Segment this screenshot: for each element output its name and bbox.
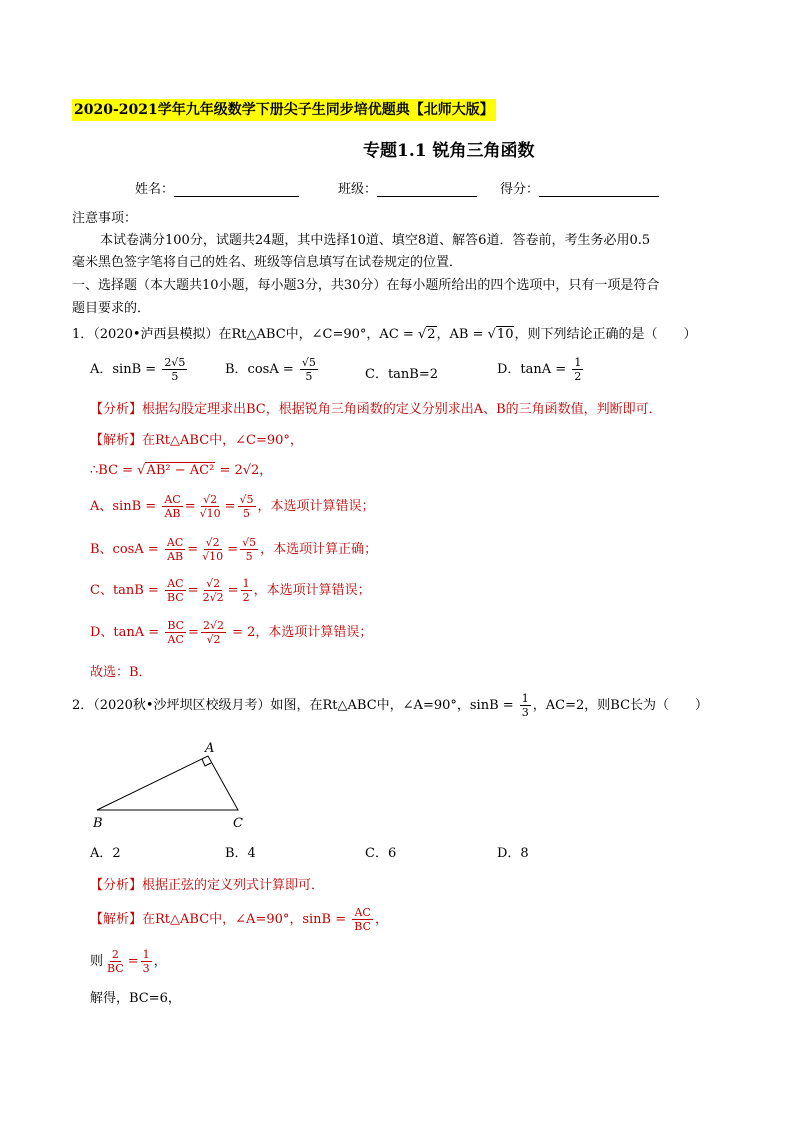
row-post: = 2，本选项计算错误； — [227, 625, 373, 640]
q1-step-1-c: = 2√2， — [215, 463, 273, 478]
frac — [238, 493, 256, 520]
q2-option-b: B．4 — [225, 846, 256, 861]
frac — [200, 536, 225, 563]
q1-option-b — [225, 356, 320, 383]
q1-stem-part-a: 1．（2020•泸西县模拟）在Rt△ABC中，∠C=90°，AC = — [72, 327, 418, 342]
frac-den: 5 — [245, 550, 253, 563]
row-post: ，本选项计算错误； — [253, 583, 371, 598]
name-blank — [174, 182, 299, 197]
frac-num: 2√2 — [202, 619, 224, 632]
frac-den: √10 — [199, 507, 221, 520]
frac-den: AB — [167, 550, 184, 563]
q2-stem-part-a: 2．（2020秋•沙坪坝区校级月考）如图，在Rt△ABC中，∠A=90°，sinB = — [72, 698, 518, 713]
section-1-line-1: 一、选择题（本大题共10小题，每小题3分，共30分）在每小题所给出的四个选项中，只有一项是符合 — [72, 278, 660, 293]
q1-option-d — [497, 356, 585, 383]
row-pre: D、tanA = — [90, 625, 164, 640]
frac-den: 2 — [242, 591, 250, 604]
frac-den: √2 — [206, 633, 221, 646]
frac — [165, 619, 186, 646]
score-field — [500, 178, 659, 197]
notes-line-2: 毫米黑色签字笔将自己的姓名、班级等信息填写在试卷规定的位置． — [72, 255, 463, 270]
frac — [141, 948, 152, 975]
frac-den: 2√2 — [202, 591, 224, 604]
frac-num: √5 — [301, 356, 316, 369]
frac — [162, 493, 182, 520]
q2-option-d: D．8 — [497, 846, 529, 861]
frac — [201, 577, 226, 604]
frac-num: AC — [167, 577, 184, 590]
frac-num: √5 — [239, 493, 254, 506]
q1-step-1: ∴BC = √AB² − AC² = 2√2， — [90, 463, 273, 478]
class-field — [338, 178, 477, 197]
q1-solution: 【解析】在Rt△ABC中，∠C=90°， — [90, 433, 303, 448]
frac-num: 1 — [521, 692, 529, 705]
section-1-line-2: 题目要求的． — [72, 301, 151, 316]
series-banner: 2020-2021学年九年级数学下册尖子生同步培优题典【北师大版】 — [72, 99, 496, 121]
frac-num: √2 — [205, 536, 220, 549]
row-pre: B、cosA = — [90, 542, 163, 557]
q2-stem-part-b: ，AC=2，则BC长为（ ） — [532, 698, 709, 713]
q2-option-a: A．2 — [90, 846, 121, 861]
frac-den: 2 — [574, 370, 582, 383]
triangle-figure — [85, 738, 255, 833]
q1-result-c: C、tanB = $\frac{AC}{BC}$ = $\frac{√2}{2√2}$ = $\frac{1}{2}$ ，本选项计算错误； — [90, 577, 371, 604]
q1-option-b-frac — [300, 356, 318, 383]
q1-result-b: B、cosA = $\frac{AC}{AB}$ = $\frac{√2}{√10}$ = $\frac{√5}{5}$ ，本选项计算正确； — [90, 536, 378, 563]
q1-option-a-frac — [162, 356, 187, 383]
score-blank — [539, 182, 659, 197]
row-post: ，本选项计算错误； — [257, 499, 375, 514]
frac — [240, 536, 258, 563]
right-angle-mark — [202, 759, 211, 766]
frac-num: BC — [167, 619, 185, 632]
q2-solution-b: ， — [375, 912, 389, 927]
q2-result: 解得，BC=6， — [90, 991, 181, 1006]
frac-den: 5 — [171, 370, 179, 383]
row-post: ，本选项计算正确； — [260, 542, 378, 557]
row-pre: C、tanB = — [90, 583, 164, 598]
frac-den: 5 — [243, 507, 251, 520]
frac-num: √5 — [242, 536, 257, 549]
q1-stem-part-c: ，则下列结论正确的是（ ） — [514, 327, 697, 342]
q1-stem-part-b: ，AB = — [436, 327, 488, 342]
frac — [105, 948, 126, 975]
q1-stem: 1．（2020•泸西县模拟）在Rt△ABC中，∠C=90°，AC = √2，AB = √10，则下列结论正确的是（ ） — [72, 327, 697, 342]
class-blank — [377, 182, 477, 197]
frac-den: BC — [167, 591, 184, 604]
q1-option-b-text: B．cosA = — [225, 362, 298, 377]
q1-analysis: 【分析】根据勾股定理求出BC，根据锐角三角函数的定义分别求出A、B的三角函数值，判断即可． — [90, 402, 662, 417]
frac-den: 3 — [521, 706, 529, 719]
q1-option-d-frac — [572, 356, 583, 383]
q1-sqrt10: 10 — [496, 327, 514, 342]
q2-then: 则 $\frac{2}{BC}$ = $\frac{1}{3}$ ， — [90, 948, 167, 975]
frac-den: BC — [354, 920, 371, 933]
q1-sqrt2: 2 — [427, 327, 436, 342]
notes-heading: 注意事项： — [72, 211, 138, 226]
triangle-abc — [97, 756, 238, 810]
frac-num: AC — [354, 906, 371, 919]
frac — [241, 577, 252, 604]
q2-option-c: C．6 — [365, 846, 397, 861]
frac-num: 2 — [111, 948, 119, 961]
frac-num: AC — [166, 536, 184, 549]
q1-answer: 故选：B． — [90, 665, 152, 680]
vertex-label-b: B — [93, 816, 103, 831]
name-field — [135, 178, 299, 197]
frac — [198, 493, 223, 520]
q1-result-a: A、sinB = $\frac{AC}{AB}$ = $\frac{√2}{√10}$ = $\frac{√5}{5}$ ，本选项计算错误； — [90, 493, 375, 520]
row-pre: A、sinB = — [90, 499, 161, 514]
q1-step-1-radicand: AB² − AC² — [146, 463, 215, 478]
vertex-label-a: A — [205, 741, 215, 756]
frac-den: BC — [107, 962, 124, 975]
q1-option-a — [90, 356, 189, 383]
frac — [201, 619, 226, 646]
frac-num: 1 — [574, 356, 582, 369]
q1-option-d-text: D．tanA = — [497, 362, 571, 377]
frac-num: AC — [164, 493, 181, 506]
name-label: 姓名： — [135, 182, 175, 197]
frac-den: 5 — [305, 370, 313, 383]
frac-den: AB — [164, 507, 181, 520]
q1-option-a-text: A．sinB = — [90, 362, 161, 377]
q2-solution — [90, 906, 388, 933]
q2-stem-frac — [520, 692, 531, 719]
class-label: 班级： — [338, 182, 378, 197]
frac-num: 2√5 — [164, 356, 186, 369]
notes-line-1: 本试卷满分100分，试题共24题，其中选择10道、填空8道、解答6道．答卷前，考生务必用0.5 — [100, 233, 651, 248]
score-label: 得分： — [500, 182, 540, 197]
frac-num: 1 — [242, 577, 250, 590]
q2-then-b: ， — [153, 954, 167, 969]
frac — [352, 906, 373, 933]
frac-den: AC — [167, 633, 184, 646]
q1-result-d: D、tanA = $\frac{BC}{AC}$ = $\frac{2√2}{√2}$ = 2，本选项计算错误； — [90, 619, 373, 646]
q2-solution-a: 【解析】在Rt△ABC中，∠A=90°，sinB = — [90, 912, 351, 927]
frac — [165, 577, 186, 604]
q2-then-a: 则 — [90, 954, 104, 969]
frac-den: 3 — [142, 962, 150, 975]
frac-num: 1 — [142, 948, 150, 961]
frac — [165, 536, 185, 563]
q2-stem — [72, 692, 708, 719]
page-title: 专题1.1 锐角三角函数 — [363, 141, 535, 161]
q1-step-1-a: ∴BC = — [90, 463, 138, 478]
frac-num: √2 — [203, 493, 218, 506]
frac-num: √2 — [206, 577, 221, 590]
vertex-label-c: C — [233, 816, 243, 831]
q1-option-c: C．tanB=2 — [365, 367, 439, 382]
frac-den: √10 — [202, 550, 224, 563]
q2-analysis: 【分析】根据正弦的定义列式计算即可． — [90, 878, 325, 893]
